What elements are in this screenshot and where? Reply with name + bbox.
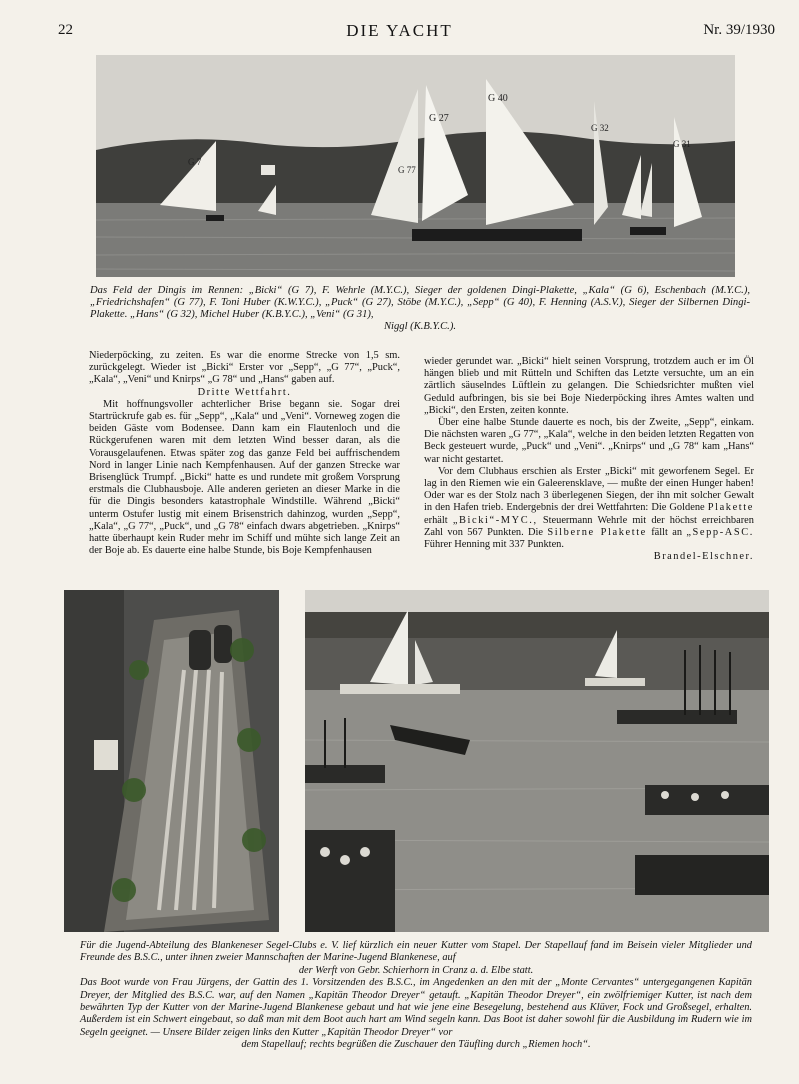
svg-text:G 7: G 7 (188, 157, 202, 167)
svg-text:G 32: G 32 (591, 123, 609, 133)
results-text: Steuermann Wehrle mit der höchst erreichbaren Zahl von 567 Punkten. Die (424, 514, 754, 538)
svg-text:G 31: G 31 (673, 139, 691, 149)
author-signature: Brandel-Elschner. (653, 551, 754, 563)
article-column-right (424, 356, 754, 563)
winner-sepp: „Sepp-ASC. (686, 526, 754, 538)
article-paragraph-results (424, 466, 754, 564)
winner-bicki: „Bicki“-MYC., (452, 514, 538, 526)
photo-dinghy-race (96, 55, 735, 277)
dinghy-race-image (96, 55, 735, 277)
page-number: 22 (58, 22, 73, 38)
svg-text:G 40: G 40 (488, 93, 508, 104)
caption-dinghy-race-last-line: Niggl (K.B.Y.C.). (383, 321, 456, 332)
article-paragraph: Niederpöcking, zu zeiten. Es war die enorme Strecke von 1,5 sm. zurückgelegt. Wieder ist „Bicki“ Erster vor „Sepp“, „G 77“, „Puck“, „Kala“, „Veni“ und Knirps“ „G 78“ und „Hans“ gaben auf. (89, 350, 400, 386)
results-text: fällt an (651, 526, 683, 538)
caption-cutter-text-1-last: der Werft von Gebr. Schierhorn in Cranz a. d. Elbe statt. (298, 964, 534, 976)
svg-text:G 27: G 27 (429, 113, 449, 124)
journal-title: DIE YACHT (346, 21, 453, 40)
caption-cutter-text-2: Das Boot wurde von Frau Jürgens, der Gattin des 1. Vorsitzenden des B.S.C., im Angedenken an den mit der „Monte Cervantes“ untergegangenen Kapitän Dreyer, der Mitglied des B.S.C. war, auf den Namen „Kapitän Theodor Dreyer“ getauft. „Kapitän Theodor Dreyer“, ein zwölfriemiger Kutter, ist nach dem bewährten Typ der Kutter von der Marine-Jugend Blankenese gebaut und hat wie jene eine Besegelung, bestehend aus Klüver, Fock und Großsegel, erhalten. Außerdem ist ein Schwert eingebaut, so daß man mit dem Boot auch hart am Wind segeln kann. Das Boot ist daher sowohl für die Ausbildung im Rudern wie im Segeln geeignet. — Unsere Bilder zeigen links den Kutter „Kapitän Theodor Dreyer“ vor (80, 977, 752, 1038)
results-text: erhält (424, 514, 448, 526)
article-paragraph: Über eine halbe Stunde dauerte es noch, bis der Zweite, „Sepp“, einkam. Die nächsten waren „G 77“, „Kala“, welche in den beiden letzten Regatten von Beck gesteuert wurde, „Puck“ und „Veni“. „Knirps“ und „G 78“ kam „Hans“ war nicht gestartet. (424, 417, 754, 465)
caption-dinghy-race (90, 285, 750, 333)
svg-text:G 77: G 77 (398, 165, 416, 175)
caption-cutter-text-1: Für die Jugend-Abteilung des Blankeneser Segel-Clubs e. V. lief kürzlich ein neuer Kutter vom Stapel. Der Stapellauf fand im Beisein vieler Mitglieder und Freunde des B.S.C., unter ihnen zweier Mannschaften der Marine-Jugend Blankenese, auf (80, 940, 752, 964)
caption-cutter-launch (80, 940, 752, 1052)
caption-dinghy-race-text: Das Feld der Dingis im Rennen: „Bicki“ (G 7), F. Wehrle (M.Y.C.), Sieger der goldenen Dingi-Plakette, „Kala“ (G 6), Eschenbach (M.Y.C.), „Friedrichshafen“ (G 77), F. Toni Huber (K.W.Y.C.), „Puck“ (G 27), Stöbe (M.Y.C.), „Sepp“ (G 40), F. Henning (A.S.V.), Sieger der Silbernen Dingi-Plakette. „Hans“ (G 32), Michel Huber (K.B.Y.C.), „Veni“ (G 31), (90, 285, 750, 320)
article-column-left (89, 350, 400, 557)
section-heading-third-race: Dritte Wettfahrt. (197, 386, 292, 398)
article-paragraph: Mit hoffnungsvoller achterlicher Brise begann sie. Sogar drei Startrückrufe gab es. für „Sepp“, „Kala“ und „Veni“. Vorneweg zogen die beiden Gäste vom Bodensee. Dann kam ein Flautenloch und die Rückgerufenen waren mit dem letzten Wind besser daran, als die Vorausgelaufenen. Etwas später zog das ganze Feld bei auffrischendem Nord in langer Linie nach Kempfenhausen. Auf der ganzen Strecke war Brisenglück Trumpf. „Bicki“ hatte es und rundete mit großem Vorsprung erstmals die Clubhausboje. Alle anderen gerieten an dieser Marke in die für die Dingis besonders katastrophale Windstille. Während „Bicki“ unterm Ostufer lustig mit einem Brisenstrich dahinzog, wurden „Sepp“, „Kala“, „G 77“, „Puck“, und „G 78“ einfach dwars abgetrieben. „Knirps“ hatte überhaupt kein Ruder mehr im Schiff und mühte sich lange Zeit an der Boje ab. Es dauerte eine halbe Stunde, bis Boje Kempfenhausen (89, 398, 400, 557)
results-text: Führer Henning mit 337 Punkten. (424, 539, 564, 551)
photo-cutter-launch (64, 590, 279, 932)
issue-number: Nr. 39/1930 (703, 22, 775, 38)
riemen-hoch-image (305, 590, 769, 932)
article-paragraph: wieder gerundet war. „Bicki“ hielt seinen Vorsprung, trotzdem auch er im Öl hängen blieb und mit Rütteln und Schiften das Letzte versuchte, um an ein zärtlich säuselndes Lüftlein zu gelangen. Die Schiedsrichter mußten viel Geduld aufbringen, bis sie bei Boje Niederpöcking ihres Amtes walten und „Bicki“, den Ersten, zeiten konnte. (424, 356, 754, 416)
photo-riemen-hoch (305, 590, 769, 932)
golden-plaque-label: Plakette (707, 502, 754, 514)
caption-cutter-text-2-last: dem Stapellauf; rechts begrüßen die Zuschauer den Täufling durch „Riemen hoch“. (241, 1039, 591, 1051)
silver-plaque-label: Silberne Plakette (547, 526, 647, 538)
results-text: Vor dem Clubhaus erschien als Erster „Bicki“ mit geworfenem Segel. Er lag in den Riemen wie ein Galeerensklave, — mußte der einen Hunger haben! Oder war es der Stolz nach 3 überlegenen Siegen, der ihn mit solcher Gewalt in den Hafen trieb. Endergebnis der drei Wettfahrten: Die Goldene (424, 465, 754, 514)
cutter-launch-image (64, 590, 279, 932)
